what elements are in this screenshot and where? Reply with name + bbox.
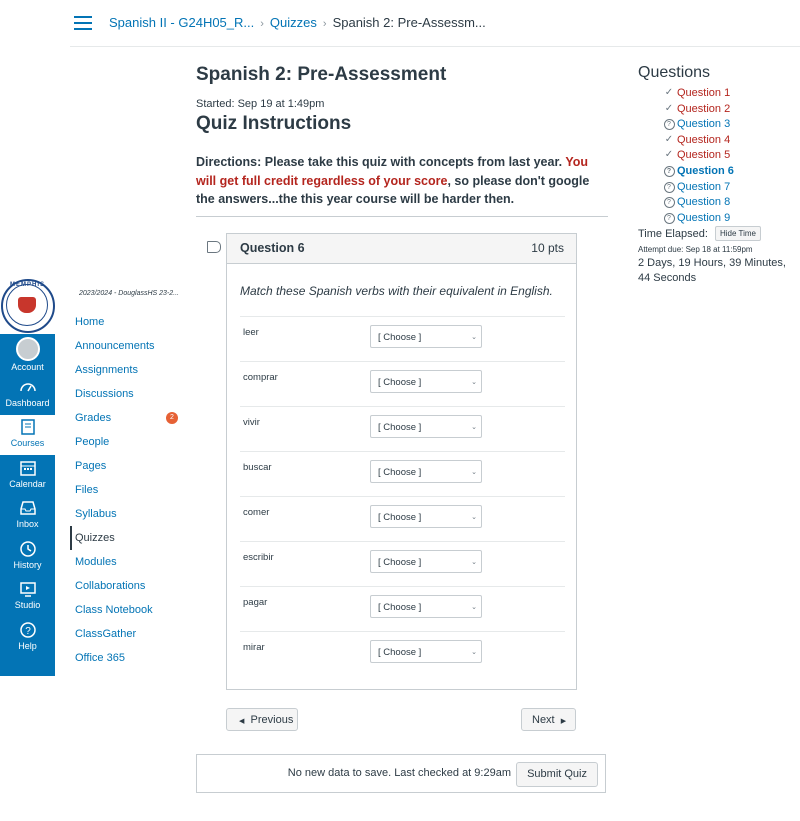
global-nav-calendar[interactable] (0, 456, 55, 496)
chevron-down-icon: ⌄ (471, 514, 477, 521)
global-nav-label: History (13, 559, 42, 570)
question-mark-icon: ? (663, 181, 675, 193)
quiz-started: Started: Sep 19 at 1:49pm (196, 98, 325, 110)
question-link-1[interactable]: ✓ Question 1 (664, 87, 731, 99)
match-term: buscar (243, 462, 272, 473)
triangle-right-icon: ▶ (560, 718, 567, 725)
match-row (240, 316, 565, 361)
question-mark-icon: ? (663, 165, 675, 177)
top-bar (0, 0, 800, 46)
course-nav-grades[interactable]: Grades 2 (70, 406, 190, 430)
chevron-down-icon: ⌄ (471, 649, 477, 656)
seal-icon: MEMPHIS (1, 279, 55, 333)
question-text: Match these Spanish verbs with their equivalent in English. (240, 284, 553, 298)
question-link-2[interactable]: ✓ Question 2 (664, 102, 731, 115)
question-header (227, 234, 576, 264)
global-nav-inbox[interactable] (0, 496, 55, 536)
courses-icon (19, 418, 37, 436)
chevron-down-icon: ⌄ (471, 559, 477, 566)
question-link-5[interactable]: ✓ Question 5 (664, 149, 731, 162)
course-nav-people[interactable]: People (75, 436, 110, 448)
course-nav-office-365[interactable]: Office 365 (75, 652, 125, 664)
answer-select[interactable]: [ Choose ] ⌄ (370, 595, 482, 618)
directions-highlight: You will get full credit regardless of your score (196, 155, 589, 188)
global-nav-courses[interactable] (0, 415, 55, 455)
breadcrumb-current: Spanish 2: Pre-Assessm... (332, 15, 486, 30)
chevron-right-icon: › (260, 18, 264, 30)
calendar-icon (19, 459, 37, 477)
global-nav-label: Studio (14, 600, 41, 610)
divider (196, 216, 608, 217)
answer-select[interactable]: [ Choose ] ⌄ (370, 370, 482, 393)
match-term: comer (243, 507, 270, 518)
match-term: leer (243, 327, 259, 338)
quiz-directions: Directions: Please take this quiz with concepts from last year. You will get full credit regardless of your score, so please don't google the answers...the this year course will be harder then. (196, 155, 590, 206)
match-term: pagar (243, 597, 268, 608)
question-link-3[interactable]: ? Question 3 (638, 118, 798, 134)
global-nav-label: Inbox (16, 519, 39, 529)
global-nav-label: Dashboard (5, 397, 50, 408)
history-icon (19, 540, 37, 558)
save-status: No new data to save. Last checked at 9:29am (287, 767, 511, 779)
course-nav-collaborations[interactable]: Collaborations (75, 580, 146, 592)
question-link-7[interactable]: ? Question 7 (638, 181, 798, 197)
question-mark-icon: ? (663, 196, 675, 208)
submit-quiz-button[interactable]: Submit Quiz (516, 762, 598, 787)
chevron-down-icon: ⌄ (471, 604, 477, 611)
course-nav-syllabus[interactable]: Syllabus (75, 508, 117, 520)
question-link-6[interactable]: ? Question 6 (638, 165, 798, 181)
attempt-due: Attempt due: Sep 18 at 11:59pm (638, 245, 753, 254)
question-link-9[interactable]: ? Question 9 (638, 212, 798, 228)
course-nav-quizzes[interactable]: Quizzes (70, 526, 190, 550)
global-nav-dashboard[interactable] (0, 375, 55, 415)
answer-select[interactable]: [ Choose ] ⌄ (370, 325, 482, 348)
question-link-4[interactable]: ✓ Question 4 (664, 133, 731, 146)
check-icon: ✓ (664, 87, 674, 98)
course-nav-pages[interactable]: Pages (75, 460, 107, 472)
breadcrumb (109, 15, 486, 30)
global-nav-studio[interactable] (0, 577, 55, 617)
studio-icon (19, 580, 37, 598)
help-icon (19, 621, 37, 639)
global-nav-label: Account (11, 362, 44, 372)
match-row (240, 541, 565, 586)
question-number: Question 6 (240, 241, 305, 255)
course-nav-class-notebook[interactable]: Class Notebook (75, 604, 153, 616)
answer-select[interactable]: [ Choose ] ⌄ (370, 640, 482, 663)
global-nav-label: Calendar (9, 478, 46, 489)
check-icon: ✓ (664, 149, 674, 161)
match-term: mirar (243, 642, 265, 653)
hamburger-menu-icon[interactable] (74, 16, 92, 30)
question-mark-icon: ? (663, 118, 675, 130)
inbox-icon (19, 499, 37, 517)
global-nav-history[interactable] (0, 537, 55, 577)
course-nav-home[interactable]: Home (75, 316, 105, 328)
course-nav-modules[interactable]: Modules (75, 556, 117, 568)
answer-select[interactable]: [ Choose ] ⌄ (370, 460, 482, 483)
match-row (240, 406, 565, 451)
flag-question-icon[interactable] (207, 241, 221, 253)
question-card (226, 233, 577, 690)
match-row (240, 451, 565, 496)
chevron-down-icon: ⌄ (471, 424, 477, 431)
chevron-down-icon: ⌄ (471, 379, 477, 386)
time-elapsed-label: Time Elapsed: (638, 227, 708, 240)
triangle-left-icon: ◀ (239, 718, 245, 725)
course-nav-announcements[interactable]: Announcements (75, 340, 155, 352)
match-term: escribir (243, 552, 274, 563)
previous-button[interactable]: ◀ Previous (226, 708, 298, 731)
course-nav-classgather[interactable]: ClassGather (75, 628, 137, 640)
global-nav-account[interactable] (0, 334, 55, 374)
chevron-down-icon: ⌄ (471, 469, 477, 476)
answer-select[interactable]: [ Choose ] ⌄ (370, 550, 482, 573)
match-term: comprar (243, 372, 278, 383)
match-row (240, 496, 565, 541)
question-list-heading: Questions (638, 64, 711, 81)
instructions-title: Quiz Instructions (196, 113, 352, 134)
dashboard-icon (19, 378, 37, 396)
global-nav-label: Courses (10, 438, 45, 448)
global-nav-help[interactable] (0, 618, 55, 658)
quiz-title: Spanish 2: Pre-Assessment (196, 64, 447, 85)
check-icon: ✓ (664, 102, 674, 114)
course-nav-assignments[interactable]: Assignments (75, 364, 138, 376)
match-row (240, 361, 565, 406)
quiz-main (196, 60, 608, 217)
timer-panel (638, 226, 798, 286)
quiz-footer (196, 754, 606, 793)
question-points: 10 pts (531, 241, 564, 255)
next-button[interactable]: Next ▶ (521, 708, 576, 731)
question-mark-icon: ? (663, 212, 675, 224)
header-divider (70, 46, 800, 47)
avatar-icon (16, 337, 40, 361)
question-link-8[interactable]: ? Question 8 (638, 196, 798, 212)
chevron-right-icon: › (322, 18, 327, 30)
global-nav-label: Help (18, 640, 37, 651)
match-row (240, 586, 565, 631)
match-term: vivir (243, 417, 260, 428)
answer-select[interactable]: [ Choose ] ⌄ (370, 505, 482, 528)
grades-badge: 2 (166, 412, 178, 424)
answer-select[interactable]: [ Choose ] ⌄ (370, 415, 482, 438)
course-nav-discussions[interactable]: Discussions (75, 388, 134, 400)
school-logo[interactable] (0, 278, 55, 334)
breadcrumb-quizzes-link[interactable]: Quizzes (269, 15, 317, 30)
check-icon: ✓ (664, 133, 674, 145)
match-row (240, 631, 565, 676)
question-list (638, 64, 798, 224)
course-nav-files[interactable]: Files (75, 484, 99, 496)
course-navigation (70, 290, 190, 670)
hide-time-button[interactable]: Hide Time (715, 226, 761, 241)
breadcrumb-course-link[interactable]: Spanish II - G24H05_R... (109, 15, 255, 30)
elapsed-time: 2 Days, 19 Hours, 39 Minutes, 44 Seconds (638, 257, 786, 284)
chevron-down-icon: ⌄ (471, 334, 477, 341)
svg-text:?: ? (24, 625, 31, 637)
match-list (240, 316, 565, 676)
course-term: 2023/2024 - DouglassHS 23-2... (79, 290, 180, 297)
global-navigation (0, 278, 55, 676)
